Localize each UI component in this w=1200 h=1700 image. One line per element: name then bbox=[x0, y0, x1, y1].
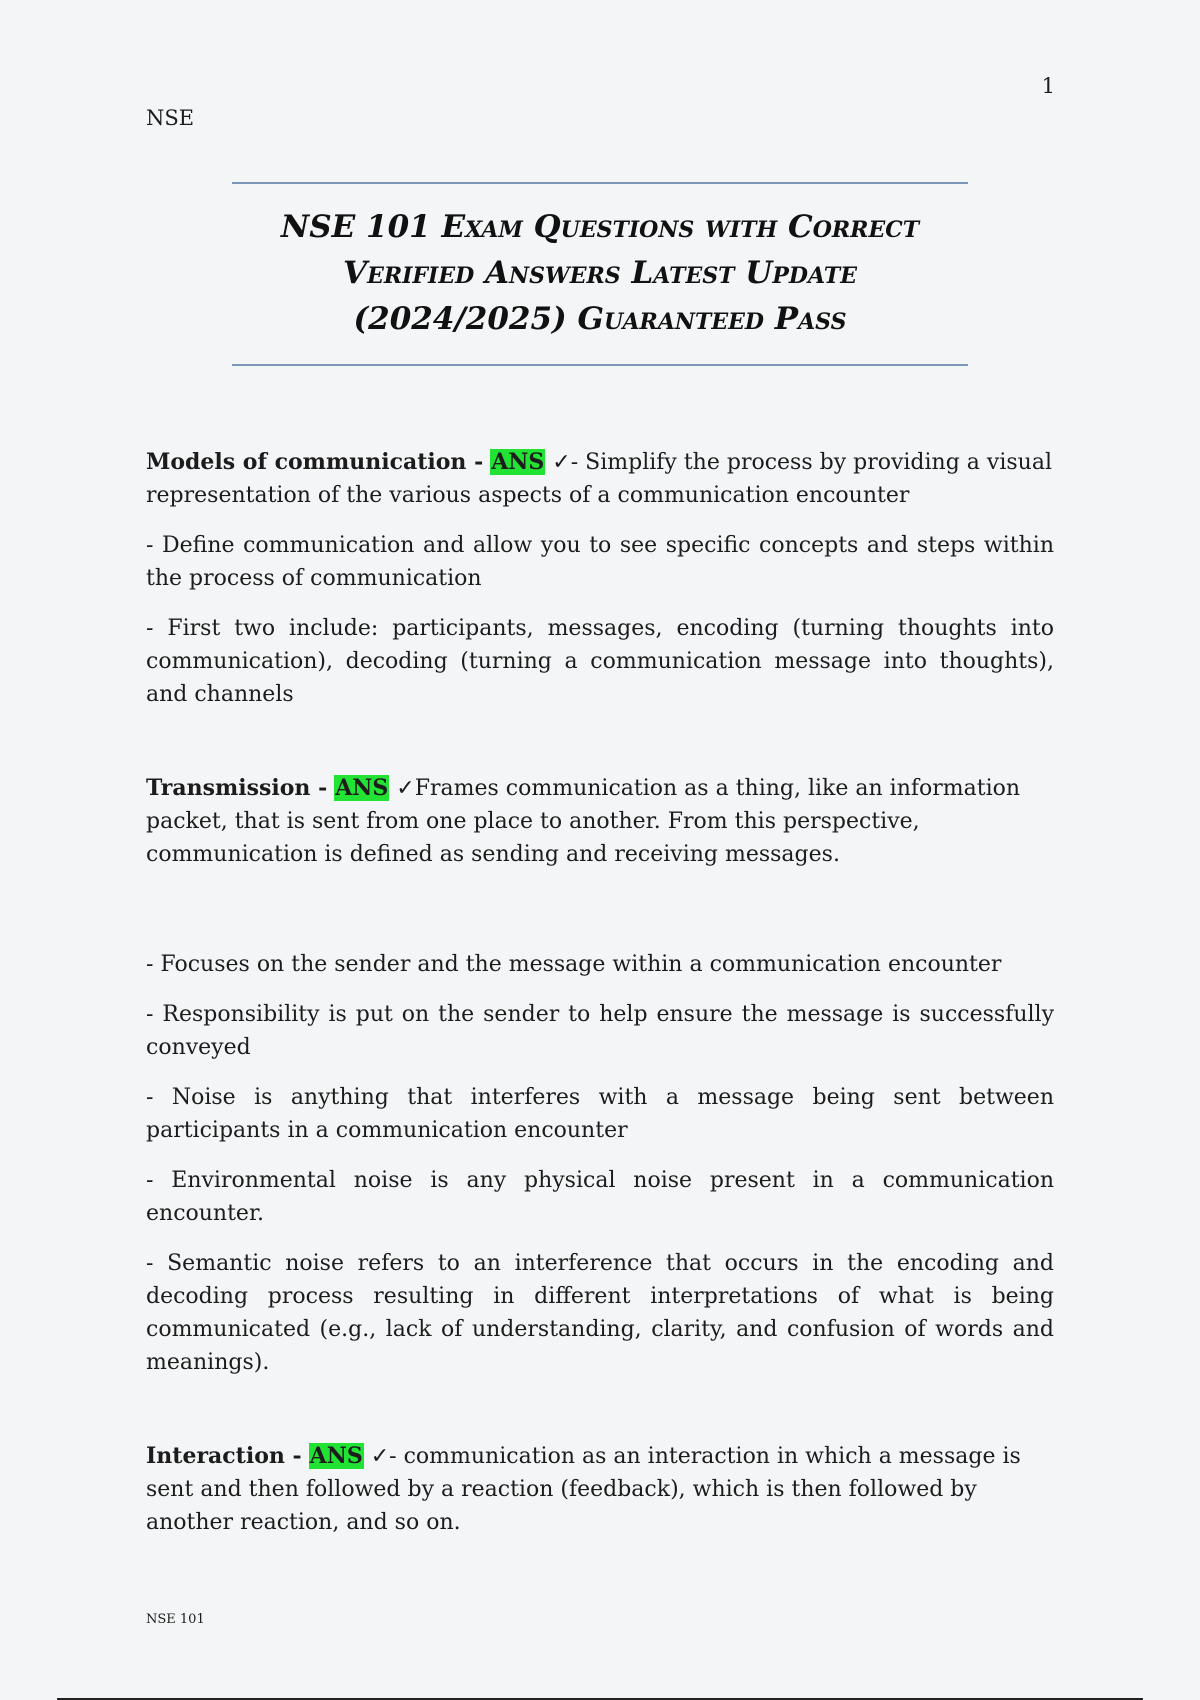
qa-entry-transmission bbox=[146, 772, 1054, 1379]
answer-badge: ANS bbox=[335, 775, 389, 801]
entry-question-line bbox=[146, 1440, 1054, 1539]
document-body bbox=[146, 446, 1054, 1556]
entry-term: Models of communication - bbox=[146, 449, 484, 475]
title-line-2: Verified Answers Latest Update bbox=[343, 255, 857, 291]
entry-bullet: - First two include: participants, messages, encoding (turning thoughts into communication), decoding (turning a communication message into thoughts), and channels bbox=[146, 616, 1054, 707]
header-label: NSE bbox=[146, 106, 195, 130]
title-line-3: (2024/2025) Guaranteed Pass bbox=[353, 301, 847, 337]
entry-bullet: - Focuses on the sender and the message within a communication encounter bbox=[146, 952, 1002, 977]
title-line-1: NSE 101 Exam Questions with Correct bbox=[280, 209, 920, 245]
spacer bbox=[146, 728, 1054, 772]
spacer bbox=[146, 888, 1054, 948]
entry-question-line bbox=[146, 446, 1054, 512]
entry-answer-text: ✓- communication as an interaction in which a message is sent and then followed by a reaction (feedback), which is then followed by another reaction, and so on. bbox=[146, 1444, 1021, 1535]
entry-bullet: - Semantic noise refers to an interference that occurs in the encoding and decoding process resulting in different interpretations of what is being communicated (e.g., lack of understanding, clarity, and confusion of words and meanings). bbox=[146, 1251, 1054, 1375]
entry-answer-text: ✓Frames communication as a thing, like an information packet, that is sent from one place to another. From this perspective, communication is defined as sending and receiving messages. bbox=[146, 776, 1021, 867]
spacer bbox=[146, 1396, 1054, 1440]
qa-entry-models-of-communication bbox=[146, 446, 1054, 711]
answer-badge: ANS bbox=[491, 449, 545, 475]
entry-term: Transmission - bbox=[146, 775, 328, 801]
entry-question-line bbox=[146, 772, 1054, 871]
entry-term: Interaction - bbox=[146, 1443, 302, 1469]
footer-label: NSE 101 bbox=[146, 1612, 205, 1627]
entry-answer-text: ✓- Simplify the process by providing a visual representation of the various aspects of a communication encounter bbox=[146, 450, 1052, 508]
title-block bbox=[232, 182, 968, 366]
answer-badge: ANS bbox=[309, 1443, 363, 1469]
entry-bullet: - Define communication and allow you to see specific concepts and steps within the process of communication bbox=[146, 533, 1054, 591]
page-number: 1 bbox=[1041, 74, 1055, 98]
entry-bullet: - Noise is anything that interferes with a message being sent between participants in a communication encounter bbox=[146, 1085, 1054, 1143]
entry-bullet: - Responsibility is put on the sender to help ensure the message is successfully conveyed bbox=[146, 1002, 1054, 1060]
qa-entry-interaction bbox=[146, 1440, 1054, 1539]
entry-bullet: - Environmental noise is any physical noise present in a communication encounter. bbox=[146, 1168, 1054, 1226]
